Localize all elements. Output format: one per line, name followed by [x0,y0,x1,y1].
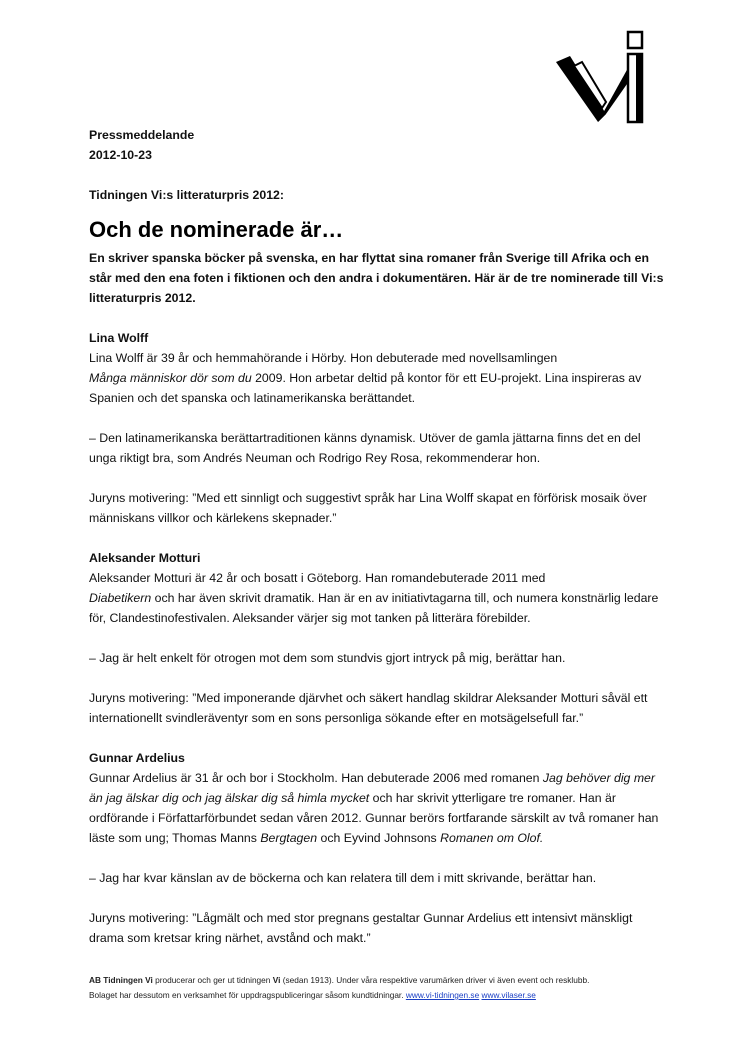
nominee-quote: – Den latinamerikanska berättartraditionen känns dynamisk. Utöver de gamla jättarna finns det en del unga riktigt bra, som Andrés Neuman och Rodrigo Rey Rosa, rekommenderar hon. [89,431,641,465]
nominee-quote: – Jag har kvar känslan av de böckerna och kan relatera till dem i mitt skrivande, berättar han. [89,871,597,885]
release-date: 2012-10-23 [89,148,152,162]
magazine-name: Vi [272,975,281,985]
jury-motivation: Juryns motivering: ”Med ett sinnligt och suggestivt språk har Lina Wolff skapat en förförisk mosaik över människans villkor och kärlekens skepnader.” [89,491,647,525]
lead-paragraph: En skriver spanska böcker på svenska, en har flyttat sina romaner från Sverige till Afrika och en står med den ena foten i fiktionen och den andra i dokumentären. Här är de tre nominerade till Vi:s litteraturpris 2012. [89,251,664,305]
nominee-name: Lina Wolff [89,331,149,345]
page-title: Och de nominerade är… [89,217,344,242]
footer-line-2: Bolaget har dessutom en verksamhet för uppdragspubliceringar såsom kundtidningar. www.vi-tidningen.se www.vilaser.se [89,990,536,1000]
kicker: Tidningen Vi:s litteraturpris 2012: [89,188,284,202]
footer-line-1: AB Tidningen Vi producerar och ger ut tidningen Vi (sedan 1913). Under våra respektive varumärken driver vi även event och resklubb. [89,975,590,985]
vi-logo-icon [556,28,656,124]
vilaser-link[interactable]: www.vilaser.se [481,990,536,1000]
book-title: Romanen om Olof. [440,831,544,845]
nominee-quote: – Jag är helt enkelt för otrogen mot dem som stundvis gjort intryck på mig, berättar han. [89,651,566,665]
press-release-body [89,125,664,948]
doc-type: Pressmeddelande [89,128,195,142]
nominee-bio: Gunnar Ardelius är 31 år och bor i Stockholm. Han debuterade 2006 med romanen Jag behöver dig mer än jag älskar dig och jag älskar dig så himla mycket och har skrivit ytterligare tre romaner. Han är ordförande i Författarförbundet sedan våren 2012. Gunnar berörs fortfarande särskilt av två romaner han läste som ung; Thomas Manns Bergtagen och Eyvind Johnsons Romanen om Olof. [89,771,659,845]
footer [89,973,679,1003]
nominee-bio: Lina Wolff är 39 år och hemmahörande i Hörby. Hon debuterade med novellsamlingen Många människor dör som du 2009. Hon arbetar deltid på kontor för ett EU-projekt. Lina inspireras av Spanien och det spanska och latinamerikanska berättandet. [89,351,642,405]
vi-tidningen-link[interactable]: www.vi-tidningen.se [405,990,480,1000]
jury-motivation: Juryns motivering: ”Med imponerande djärvhet och säkert handlag skildrar Aleksander Motturi såväl ett internationellt svindleräventyr som en sons personliga sökande efter en motsägelsefull far.” [89,691,648,725]
nominee-name: Gunnar Ardelius [89,751,185,765]
company-name: AB Tidningen Vi [89,975,153,985]
jury-motivation: Juryns motivering: ”Lågmält och med stor pregnans gestaltar Gunnar Ardelius ett intensivt mänskligt drama som kretsar kring närhet, avstånd och makt.” [89,911,633,945]
book-title: Bergtagen [260,831,318,845]
book-title: Diabetikern [89,591,152,605]
book-title: Jag behöver dig mer än jag älskar dig och jag älskar dig så himla mycket [89,771,655,805]
nominee-name: Aleksander Motturi [89,551,201,565]
nominee-bio: Aleksander Motturi är 42 år och bosatt i Göteborg. Han romandebuterade 2011 med Diabetikern och har även skrivit dramatik. Han är en av initiativtagarna till, och numera konstnärlig ledare för, Clandestinofestivalen. Aleksander värjer sig mot tanken på litterära förebilder. [89,571,659,625]
book-title: Många människor dör som du [89,371,252,385]
